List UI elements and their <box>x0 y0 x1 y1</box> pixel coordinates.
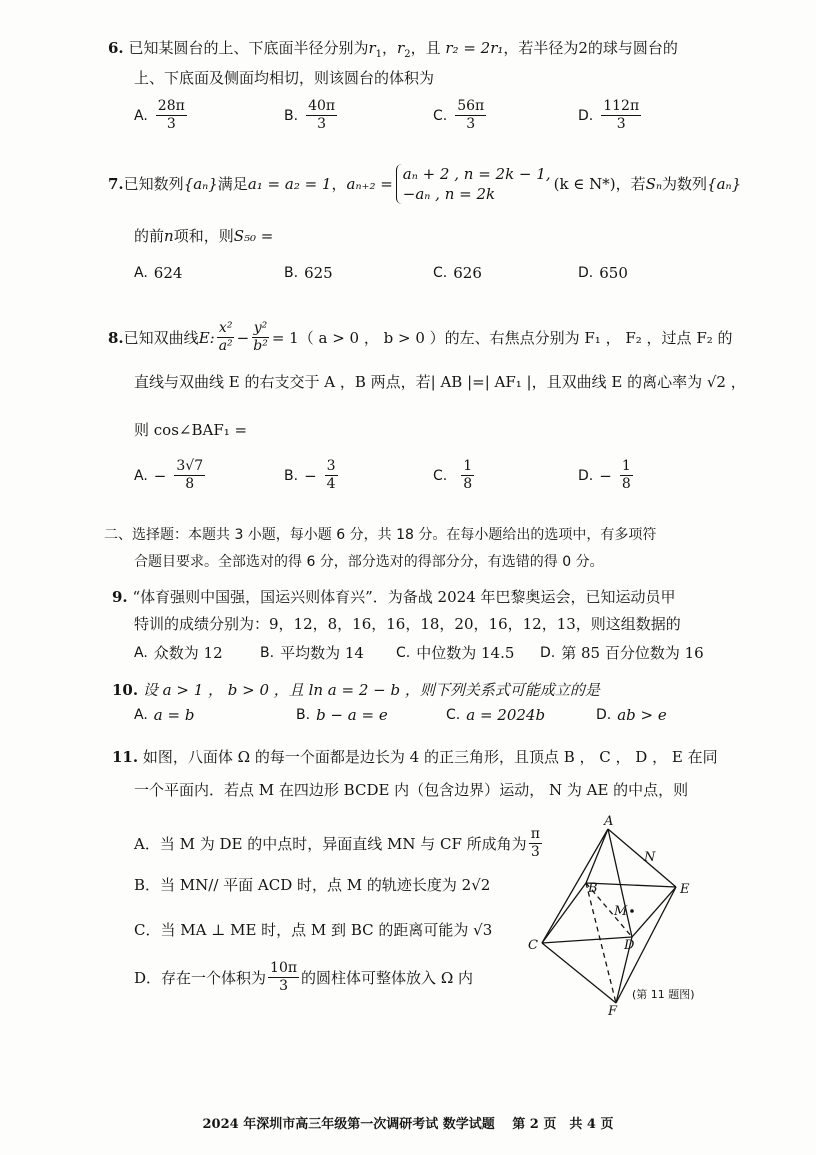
q7-text-d: ，若 <box>615 175 646 193</box>
page-footer: 2024 年深圳市高三年级第一次调研考试 数学试题 第 2 页 共 4 页 <box>202 1117 614 1132</box>
q8-text-a: 已知双曲线 <box>123 328 199 347</box>
option-fraction <box>268 960 299 995</box>
q8-frac-y <box>251 320 270 355</box>
q6-sep: ， <box>382 39 398 57</box>
q7-line2 <box>134 226 273 246</box>
q9-text: “体育强则中国强，国运兴则体育兴”．为备战 2024 年巴黎奥运会，已知运动员甲 <box>132 588 676 606</box>
fraction-numerator: 10π <box>270 960 298 976</box>
option-label: A. <box>134 707 148 723</box>
q9-option-d[interactable] <box>540 642 704 663</box>
q7-option-c[interactable] <box>433 264 482 282</box>
q8-frac-x <box>217 320 235 355</box>
option-label: D. <box>596 707 612 723</box>
option-label: A. <box>134 467 148 484</box>
q8-eq: = 1 <box>271 328 299 347</box>
fraction-numerator: 1 <box>463 458 473 474</box>
q7-text-c: ， <box>331 175 347 193</box>
section2-line1: 二、选择题：本题共 3 小题，每小题 6 分，共 18 分。在每小题给出的选项中，有多项符 <box>104 527 657 543</box>
q11-option-d[interactable] <box>134 960 473 995</box>
q10-option-a[interactable] <box>134 706 194 724</box>
option-label: A. <box>134 265 148 281</box>
q7-text-b: 满足 <box>217 175 248 193</box>
fraction-numerator: x² <box>218 320 233 336</box>
fraction-denominator: 3 <box>530 844 540 860</box>
q6-line2: 上、下底面及侧面均相切，则该圆台的体积为 <box>134 69 435 87</box>
option-fraction <box>156 98 187 133</box>
fraction-denominator: b² <box>253 338 268 354</box>
q8-option-a[interactable] <box>134 458 207 493</box>
option-value: a = b <box>153 706 195 724</box>
q9-number: 9. <box>112 588 128 606</box>
q6-option-b[interactable] <box>284 98 339 133</box>
option-label: C. <box>433 107 448 124</box>
option-sign: − <box>153 466 167 485</box>
q8-option-d[interactable] <box>578 458 635 493</box>
q6-option-d[interactable] <box>578 98 643 133</box>
q6-number: 6. <box>108 39 124 57</box>
q10-option-d[interactable] <box>596 706 667 724</box>
label-m: M <box>614 904 628 919</box>
q7-sn: Sₙ <box>645 175 663 193</box>
option-value: 中位数为 14.5 <box>416 644 515 662</box>
q7-line2-a: 的前 <box>134 227 165 245</box>
fraction-denominator: 3 <box>166 116 176 132</box>
q11-option-a[interactable] <box>134 826 544 861</box>
section2-line2: 合题目要求。全部选对的得 6 分，部分选对的得部分分，有选错的得 0 分。 <box>134 554 604 570</box>
option-label: B. <box>284 467 299 484</box>
q9-option-a[interactable] <box>134 642 223 663</box>
option-label: A. <box>134 644 148 661</box>
q8-minus: − <box>236 328 250 347</box>
q9-line2: 特训的成绩分别为：9，12，8，16，16，18，20，16，12，13，则这组数据的 <box>134 615 681 633</box>
option-value: ab > e <box>617 706 667 724</box>
option-label: B. <box>296 707 311 723</box>
label-f: F <box>608 1004 618 1015</box>
q6-text-c: ，若半径为2的球与圆台的 <box>503 39 678 57</box>
fraction-denominator: 8 <box>463 476 473 492</box>
label-a: A <box>604 815 614 829</box>
option-fraction <box>306 98 337 133</box>
fraction-numerator: 3 <box>326 458 336 474</box>
q7-init: a₁ = a₂ = 1 <box>247 175 332 193</box>
option-label: D. <box>578 467 594 484</box>
q6-option-a[interactable] <box>134 98 189 133</box>
figure-caption: (第 11 题图) <box>632 988 695 1001</box>
option-fraction <box>325 458 338 493</box>
option-label: C. <box>446 707 461 723</box>
option-label: C. <box>433 467 448 484</box>
q7-option-a[interactable] <box>134 264 182 282</box>
q9-option-b[interactable] <box>260 642 364 663</box>
option-label: B. <box>284 265 299 281</box>
q10-text: 设 a > 1 ， b > 0 ，且 ln a = 2 − b ，则下列关系式可能成立的是 <box>142 681 600 699</box>
q8-option-c[interactable] <box>433 458 476 493</box>
q7-line1 <box>108 164 741 204</box>
fraction-denominator: a² <box>218 338 233 354</box>
q8-option-b[interactable] <box>284 458 340 493</box>
q7-rec-lhs: aₙ₊₂ = <box>346 175 393 193</box>
option-text-b: 的圆柱体可整体放入 Ω 内 <box>301 968 474 987</box>
q7-line2-b: 项和，则 <box>173 227 234 245</box>
option-label: C. <box>433 265 448 281</box>
option-text: A．当 M 为 DE 的中点时，异面直线 MN 与 CF 所成角为 <box>134 834 527 853</box>
fraction-denominator: 3 <box>466 116 476 132</box>
q7-n: n <box>164 227 174 245</box>
q7-number: 7. <box>108 175 124 193</box>
q6-r2: r <box>397 39 405 57</box>
label-e: E <box>680 882 690 897</box>
q10-option-b[interactable] <box>296 706 388 724</box>
fraction-numerator: π <box>530 826 540 842</box>
option-label: D. <box>578 107 594 124</box>
q7-piecewise <box>396 164 551 204</box>
q11-option-b[interactable]: B．当 MN// 平面 ACD 时，点 M 的轨迹长度为 2√2 <box>134 876 491 894</box>
q6-line1 <box>108 38 678 65</box>
fraction-numerator: 28π <box>157 98 185 114</box>
option-label: D. <box>540 644 556 661</box>
option-label: C. <box>396 644 411 661</box>
fraction-denominator: 3 <box>616 116 626 132</box>
fraction-numerator: y² <box>253 320 268 336</box>
label-b: B <box>588 881 598 896</box>
option-fraction <box>455 98 486 133</box>
option-value: 650 <box>599 264 628 282</box>
fraction-denominator: 3 <box>279 978 288 994</box>
q11-line2: 一个平面内．若点 M 在四边形 BCDE 内（包含边界）运动， N 为 AE 的中点，则 <box>134 781 689 799</box>
option-value: 众数为 12 <box>153 644 223 662</box>
fraction-numerator: 1 <box>621 458 631 474</box>
q11-option-c[interactable]: C．当 MA ⊥ ME 时，点 M 到 BC 的距离可能为 √3 <box>134 921 493 939</box>
q8-number: 8. <box>108 328 124 347</box>
option-sign: − <box>599 466 612 485</box>
q10-line1 <box>112 680 600 700</box>
option-label: B. <box>260 644 275 661</box>
q7-case1: aₙ + 2 , n = 2k − 1, <box>402 165 551 183</box>
option-label: B. <box>284 107 299 124</box>
option-fraction <box>461 458 474 493</box>
fraction-numerator: 40π <box>308 98 336 114</box>
q6-r2-sub: 2 <box>404 49 411 60</box>
q6-text-b: ，且 <box>410 39 441 57</box>
q7-option-d[interactable] <box>578 264 628 282</box>
q6-r1: r <box>368 39 376 57</box>
label-n: N <box>644 850 656 865</box>
q9-line1 <box>112 587 676 607</box>
fraction-denominator: 3 <box>317 116 327 132</box>
option-value: 625 <box>304 264 333 282</box>
q7-case2: −aₙ , n = 2k <box>402 185 496 203</box>
option-label: D. <box>578 265 594 281</box>
q7-kcond: (k ∈ N*) <box>553 175 616 193</box>
option-fraction <box>620 458 633 493</box>
q8-line3: 则 cos∠BAF₁ = <box>134 421 248 439</box>
q6-option-c[interactable] <box>433 98 488 133</box>
fraction-denominator: 8 <box>621 476 631 492</box>
label-d: D <box>624 938 635 953</box>
fraction-numerator: 112π <box>603 98 640 114</box>
q7-s50: S₅₀ = <box>233 227 274 245</box>
option-value: 第 85 百分位数为 16 <box>561 644 704 662</box>
q6-relation: r₂ = 2r₁ <box>445 39 504 57</box>
option-value: b − a = e <box>316 706 388 724</box>
q11-number: 11. <box>112 748 139 766</box>
q10-number: 10. <box>112 681 139 699</box>
option-fraction <box>174 458 205 493</box>
option-value: 626 <box>453 264 482 282</box>
option-fraction <box>601 98 641 133</box>
option-sign: − <box>304 466 317 485</box>
option-label: A. <box>134 107 148 124</box>
fraction-denominator: 8 <box>185 476 195 492</box>
point-m <box>630 909 634 913</box>
q8-cond: （ a > 0 ， b > 0 ）的左、右焦点分别为 F₁ ， F₂ ，过点 F₂ 的 <box>298 328 733 347</box>
q7-seq: {aₙ} <box>183 175 218 193</box>
option-value: 624 <box>153 264 183 282</box>
q6-r1-sub: 1 <box>375 49 383 60</box>
q9-option-c[interactable] <box>396 642 514 663</box>
option-value: 平均数为 14 <box>280 644 364 662</box>
q8-e-name: E: <box>198 328 215 347</box>
q7-option-b[interactable] <box>284 264 333 282</box>
q8-line1 <box>108 320 733 355</box>
option-value: a = 2024b <box>466 706 546 724</box>
fraction-denominator: 4 <box>326 476 336 492</box>
q8-line2: 直线与双曲线 E 的右支交于 A ，B 两点，若| AB |=| AF₁ |，且双曲线 E 的离心率为 √2 ， <box>134 373 746 391</box>
q7-text-a: 已知数列 <box>123 175 184 193</box>
q6-text: 已知某圆台的上、下底面半径分别为 <box>128 39 369 57</box>
q10-option-c[interactable] <box>446 706 545 724</box>
q11-line1 <box>112 747 718 767</box>
octahedron-figure <box>520 815 710 1015</box>
q11-text: 如图，八面体 Ω 的每一个面都是边长为 4 的正三角形，且顶点 B ， C ， D ， E 在同 <box>142 748 718 766</box>
fraction-numerator: 3√7 <box>176 458 204 474</box>
label-c: C <box>528 938 538 953</box>
option-text: D．存在一个体积为 <box>134 968 267 987</box>
q7-seq2: {aₙ} <box>707 175 742 193</box>
q7-text-e: 为数列 <box>662 175 708 193</box>
fraction-numerator: 56π <box>457 98 485 114</box>
